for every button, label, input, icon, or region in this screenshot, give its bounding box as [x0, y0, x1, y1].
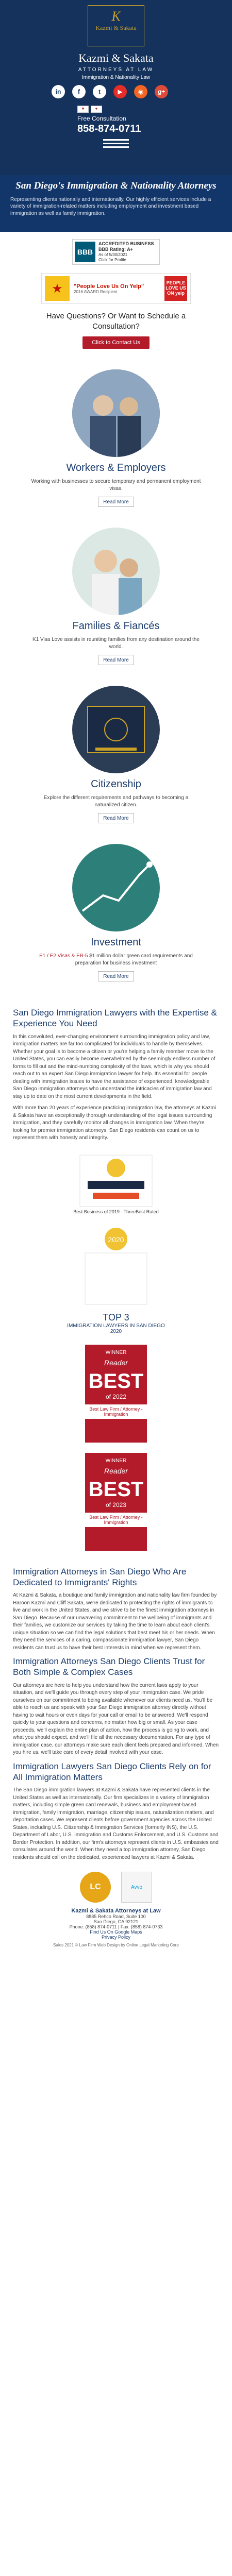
award-line: Best Law Firm / Attorney - Immigration [85, 1404, 147, 1419]
bbb-seal-icon: BBB [75, 242, 95, 262]
feature-title: Families & Fiancés [72, 620, 160, 632]
award-line: Best Business of 2019 [73, 1209, 120, 1214]
feature-citizenship [0, 686, 232, 823]
avvo-logo[interactable]: Avvo [121, 1872, 152, 1903]
bbb-date: As of 5/30/2021 [98, 252, 128, 258]
award-line: 2020 [110, 1328, 122, 1334]
feature-title: Citizenship [91, 778, 141, 790]
site-footer [0, 1872, 232, 1947]
firm-subtitle-2: Immigration & Nationality Law [81, 75, 151, 80]
bbb-profile-link[interactable]: Click for Profile [98, 258, 126, 263]
read-more-button[interactable]: Read More [98, 497, 134, 507]
award-top3-label [0, 1312, 232, 1334]
feature-desc: Working with businesses to secure temporary and permanent employment visas. [31, 479, 201, 492]
feature-title: Workers & Employers [66, 462, 166, 473]
bbb-rating: BBB Rating: A+ [98, 247, 133, 252]
paragraph: The San Diego immigration lawyers at Kazmi & Sakata have represented clients in the United States as well as internationally. Our firm specializes in a variety of immigration matters, including simple green card renewals, business and employment-based immigration, family immigration, marriage, citizenship issues, naturalization matters, and deportation cases. We represent clients before government agencies across the United States, including U.S. Citizenship & Immigration Services (formerly INS), the U.S. Department of Labor, U.S. Immigration and Customs Enforcement, and U.S. Customs and Border Protection. In addition, our firm's attorneys represent clients in U.S. embassies and consulates around the world. When they need a top immigration attorney, San Diego residents should call on the dedicated, experienced lawyers at Kazmi & Sakata. [13, 1787, 219, 1860]
award-line: BEST [88, 1478, 144, 1501]
feature-investment [0, 844, 232, 981]
award-line: Reader [104, 1358, 128, 1367]
main-content-2 [0, 1566, 232, 1862]
award-line: ThreeBest Rated [123, 1209, 159, 1214]
paragraph: At Kazmi & Sakata, a boutique and family immigration and nationality law firm founded by Haroon Kazmi and Cliff Sakata, we're dedicated to protecting the rights of immigrants to live and work in the United States, and we strive to be the finest immigration attorneys in San Diego. Because of our unwavering commitment to the wellbeing of immigrants and their families, we customize our services by taking the time to learn about each client's unique situation so we can find the legal solutions that best meet his or her needs. When they need the services of a caring, compassionate immigration lawyer, San Diego residents can trust us to have their best interests in mind when we represent them. [13, 1592, 217, 1651]
header-top [0, 0, 232, 103]
yelp-award[interactable] [41, 273, 191, 304]
svg-text:2020: 2020 [108, 1235, 124, 1244]
yelp-badge-icon: PEOPLE LOVE US ON yelp [164, 276, 187, 301]
award-line: of 2023 [105, 1501, 127, 1509]
firm-name: Kazmi & Sakata [78, 52, 154, 64]
award-top3[interactable] [80, 1225, 152, 1312]
footer-address1: 8885 Rehco Road, Suite 100 [86, 1914, 146, 1919]
us-flag-icon[interactable]: ★ [77, 106, 89, 113]
youtube-icon[interactable]: ▶ [113, 85, 127, 98]
bbb-accredited: ACCREDITED BUSINESS [98, 241, 154, 246]
phone-link[interactable]: 858-874-0711 [77, 123, 141, 134]
section-heading: San Diego Immigration Lawyers with the Expertise & Experience You Need [13, 1008, 217, 1029]
award-line: Best Law Firm / Attorney - Immigration [85, 1513, 147, 1527]
jp-flag-icon[interactable]: ● [91, 106, 102, 113]
feature-desc: Explore the different requirements and pathways to becoming a naturalized citizen. [43, 795, 189, 808]
award-line: BEST [88, 1369, 144, 1393]
contact-us-button[interactable]: Click to Contact Us [82, 336, 150, 349]
section-heading: Immigration Attorneys San Diego Clients Trust for Both Simple & Complex Cases [13, 1656, 205, 1677]
main-content [0, 1007, 232, 1142]
google-plus-icon[interactable]: g+ [155, 85, 168, 98]
section-heading: Immigration Lawyers San Diego Clients Rely on for All Immigration Matters [13, 1761, 211, 1782]
award-threebest-label: Best Business of 2019 · ThreeBest Rated [73, 1209, 159, 1214]
family-image[interactable] [72, 528, 160, 615]
paragraph: Our attorneys are here to help you understand how the current laws apply to your situation, and we'll guide you through every step of your immigration case. We pride ourselves on our commitment to being available whenever our clients need us. You'll be able to reach us and speak with your San Diego immigration attorney directly without having to wait hours or even days for your call or email to be answered. We'll respond quickly to your questions and concerns, no matter how big or small. As your case proceeds, we'll explain the entire plan of action, how the process is going to work, and what you should expect, and we'll file all the necessary documentation. For any type of immigration case, our attorneys make sure each client feels prepared and informed. When you hire us, we'll take care of every detail involved with your case. [13, 1682, 219, 1755]
feature-families [0, 528, 232, 665]
hero-text: Representing clients nationally and internationally. Our highly efficient services include a variety of immigration-related matters including employment and investment based immigration as well as family immigration. [10, 196, 211, 216]
feature-desc-highlight: E1 / E2 Visas & EB-5 [39, 953, 88, 959]
free-consultation [77, 106, 206, 135]
bbb-badge[interactable] [72, 239, 160, 265]
rss-icon[interactable]: ◉ [134, 85, 147, 98]
feature-desc: K1 Visa Love assists in reuniting families from any destination around the world. [32, 637, 200, 650]
award-line: Reader [104, 1466, 128, 1475]
twitter-icon[interactable]: t [93, 85, 106, 98]
language-flags [77, 106, 206, 113]
award-line: IMMIGRATION LAWYERS IN SAN DIEGO [67, 1323, 165, 1329]
social-links [52, 85, 168, 98]
feature-desc-rest: $1 million dollar green card requirements and preparation for business investment [75, 953, 193, 966]
yelp-quote [74, 283, 164, 294]
hero-banner [0, 175, 232, 232]
hero-title: San Diego's Immigration & Nationality Attorneys [15, 180, 217, 191]
paragraph: With more than 20 years of experience practicing immigration law, the attorneys at Kazmi & Sakata have an exceptionally thorough understanding of the legal issues surrounding immigration, and they carefully monitor all changes in immigration law. When they're looking for premier immigration attorneys, San Diego residents can count on us to represent them with honesty and integrity. [13, 1105, 217, 1141]
paragraph: In this convoluted, ever-changing environment surrounding immigration policy and law, immigration matters are far too complicated for individuals to handle by themselves. Whether your goal is to become a citizen or you're helping a family member move to the United States, you can easily become overwhelmed by the seemingly endless number of forms to fill out and the mind-numbing complexity of the laws, which is why you should reach out to an expert San Diego immigration lawyer for help. It's essential for people dealing with immigration issues to have the assistance of experienced, knowledgeable San Diego immigration attorneys who understand the intricacies of immigration law and stay up to date on the most current developments in the field. [13, 1033, 216, 1099]
read-more-button[interactable]: Read More [98, 971, 134, 981]
footer-privacy-link[interactable]: Privacy Policy [101, 1935, 130, 1940]
award-line: TOP 3 [103, 1312, 129, 1323]
read-more-button[interactable]: Read More [98, 655, 134, 665]
yelp-quote-text: "People Love Us On Yelp" [74, 283, 144, 290]
logo-text: Kazmi & Sakata [95, 24, 137, 31]
logo-initial: K [111, 9, 121, 24]
lc-logo[interactable]: LC [80, 1872, 111, 1903]
site-header [0, 0, 232, 175]
footer-firm: Kazmi & Sakata Attorneys at Law [71, 1908, 161, 1914]
feature-desc [31, 953, 201, 967]
linkedin-icon[interactable]: in [52, 85, 65, 98]
award-line: of 2022 [105, 1393, 127, 1400]
facebook-icon[interactable]: f [72, 85, 86, 98]
feature-workers [0, 369, 232, 507]
footer-phone[interactable]: Phone: (858) 874-0711 | Fax: (858) 874-0733 [69, 1924, 163, 1929]
consultation-label: Free Consultation [77, 115, 126, 122]
workers-image[interactable] [72, 369, 160, 457]
award-best-2023[interactable] [85, 1453, 147, 1551]
bbb-text [98, 241, 154, 263]
firm-subtitle: ATTORNEYS AT LAW [78, 67, 154, 73]
award-best-2022[interactable] [85, 1345, 147, 1443]
award-line: WINNER [105, 1349, 127, 1355]
hamburger-menu-icon[interactable] [103, 139, 129, 142]
section-heading: Immigration Attorneys in San Diego Who Are Dedicated to Immigrants' Rights [13, 1566, 187, 1587]
feature-title: Investment [91, 937, 141, 948]
footer-logos [0, 1872, 232, 1903]
footer-address2: San Diego, CA 92121 [93, 1919, 139, 1924]
award-threebest[interactable] [77, 1153, 155, 1209]
yelp-sub: 2016 AWARD Recipient [74, 289, 118, 294]
footer-map-link[interactable]: Find Us On Google Maps [90, 1929, 142, 1935]
investment-image[interactable] [72, 844, 160, 931]
schedule-text: Have Questions? Or Want to Schedule a Consultation? [46, 312, 186, 331]
read-more-button[interactable]: Read More [98, 813, 134, 823]
yelp-star-icon: ★ [45, 276, 70, 301]
footer-copyright: Sales 2021 © Law Firm Web Design by Online Legal Marketing Corp [53, 1943, 179, 1947]
passport-image[interactable] [72, 686, 160, 773]
award-line: WINNER [105, 1458, 127, 1464]
firm-logo[interactable] [88, 5, 144, 46]
